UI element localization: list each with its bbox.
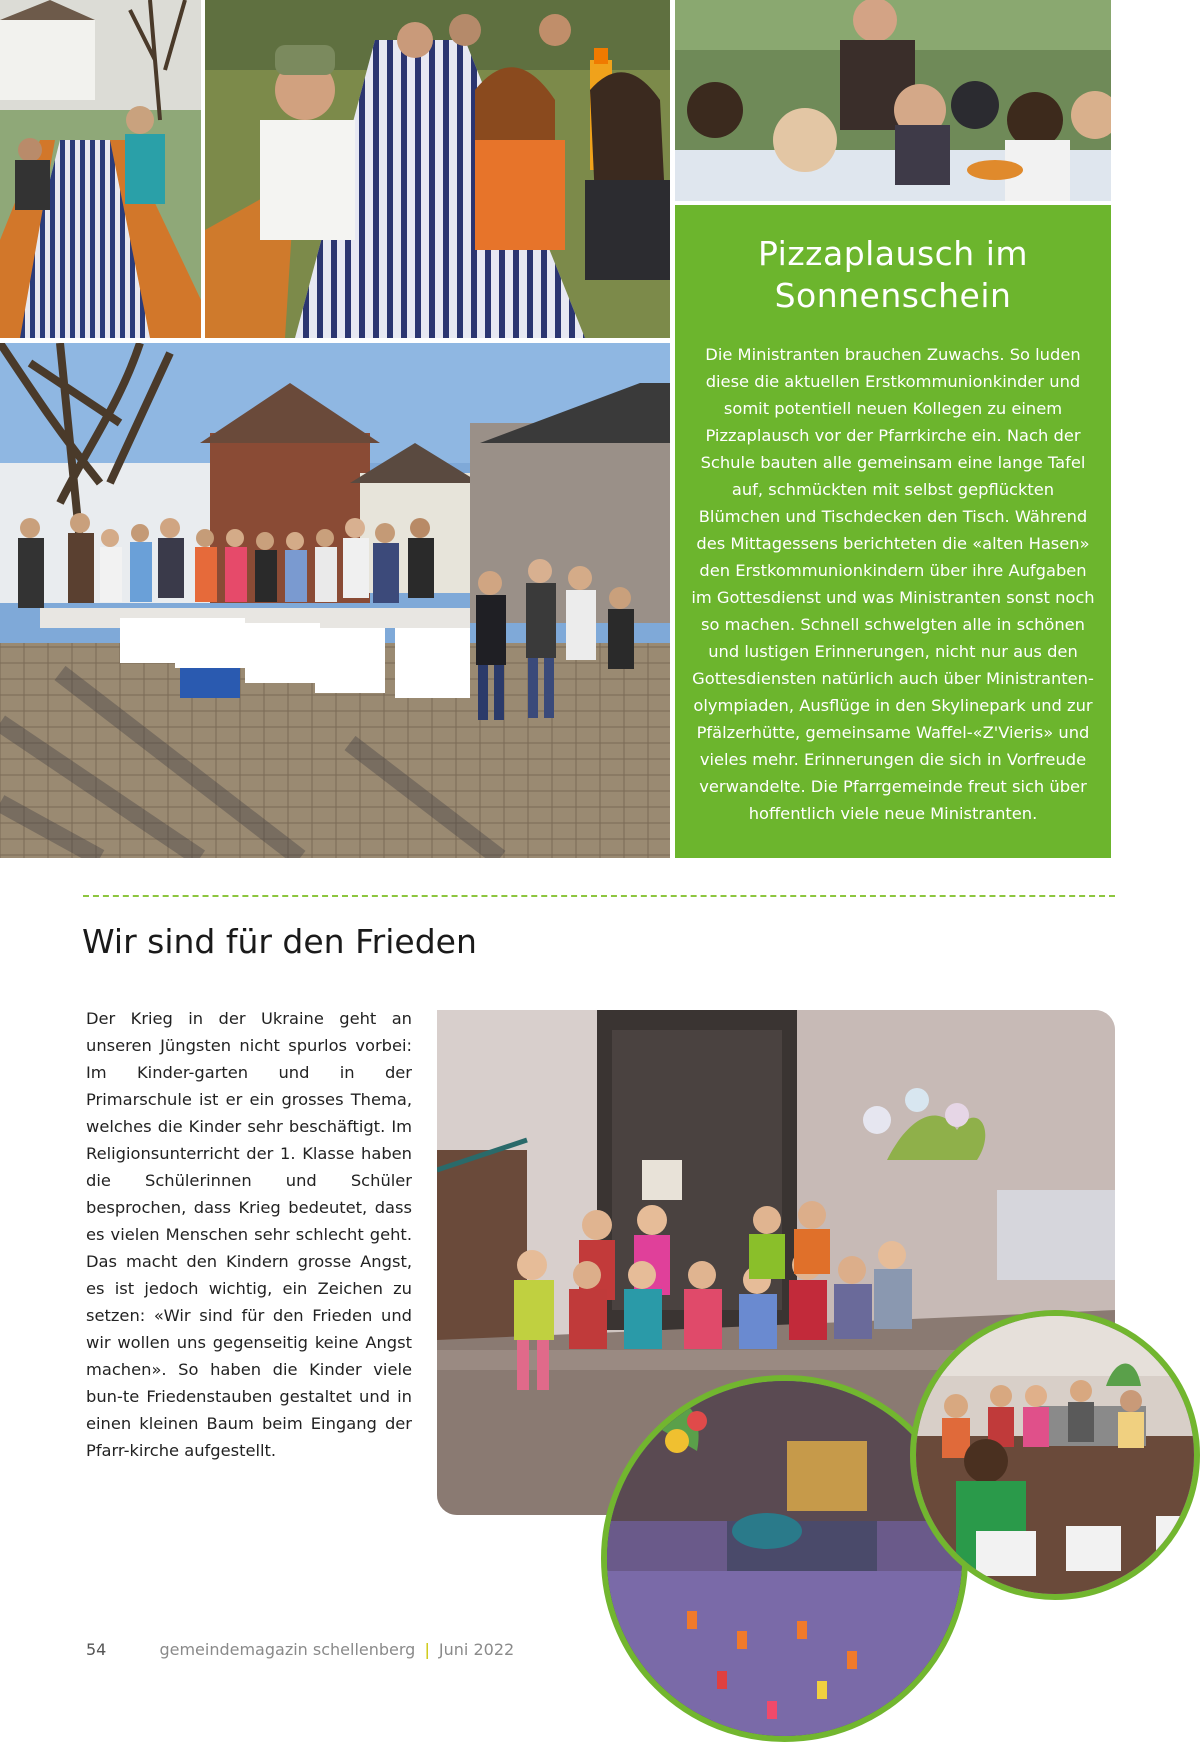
pizza-article-title-line1: Pizzaplausch im (757, 234, 1029, 273)
photo-circle-kids-sitting (910, 1310, 1200, 1600)
photo-long-table-left (0, 0, 201, 338)
footer-separator: | (424, 1640, 430, 1659)
pizza-article-title-line2: Sonnenschein (774, 276, 1012, 315)
photo-serving-pizza (675, 0, 1111, 201)
peace-article-body: Der Krieg in der Ukraine geht an unseren Jüngsten nicht spurlos vorbei: Im Kinder-garten und in der Primarschule ist er ein grosses Thema, welches die Kinder sehr beschäftigt. Im Religionsunterricht der 1. Klasse haben die Schülerinnen und Schüler besprochen, dass Krieg bedeutet, dass es vielen Menschen sehr schlecht geht. Das macht den Kindern grosse Angst, es ist jedoch wichtig, ein Zeichen zu setzen: «Wir sind für den Frieden und wir wollen uns gegenseitig keine Angst machen». So haben die Kinder viele bun-te Friedenstauben gestaltet und in einen kleinen Baum beim Eingang der Pfarr-kirche aufgestellt. (86, 1009, 412, 1460)
magazine-name: gemeindemagazin schellenberg (159, 1640, 416, 1659)
pizza-article-box (675, 205, 1111, 858)
pizza-article-title (689, 233, 1097, 317)
issue-date: Juni 2022 (438, 1640, 515, 1659)
photo-kids-eating-pizza (205, 0, 670, 338)
section-divider (83, 895, 1115, 897)
pizza-article-body: Die Ministranten brauchen Zuwachs. So luden diese die aktuellen Erstkommunionkinder und somit potentiell neuen Kollegen zu einem Pizzaplausch vor der Pfarrkirche ein. Nach der Schule bauten alle gemeinsam eine lange Tafel auf, schmückten mit selbst gepflückten Blümchen und Tischdecken den Tisch. Während des Mittagessens berichteten die «alten Hasen» den Erstkommunionkindern über ihre Aufgaben im Gottesdienst und was Ministranten sonst noch so machen. Schnell schwelgten alle in schönen und lustigen Erinnerungen, nicht nur aus den Gottesdiensten natürlich auch über Ministranten-olympiaden, Ausflüge in den Skylinepark und zur Pfälzerhütte, gemeinsame Waffel-«Z'Vieris» und vieles mehr. Erinnerungen die sich in Vorfreude verwandelte. Die Pfarrgemeinde freut sich über hoffentlich viele neue Ministranten. (691, 345, 1095, 823)
peace-article-title: Wir sind für den Frieden (82, 922, 477, 961)
page-number: 54 (86, 1640, 107, 1659)
page-footer (86, 1640, 514, 1659)
photo-group-church (0, 343, 670, 858)
